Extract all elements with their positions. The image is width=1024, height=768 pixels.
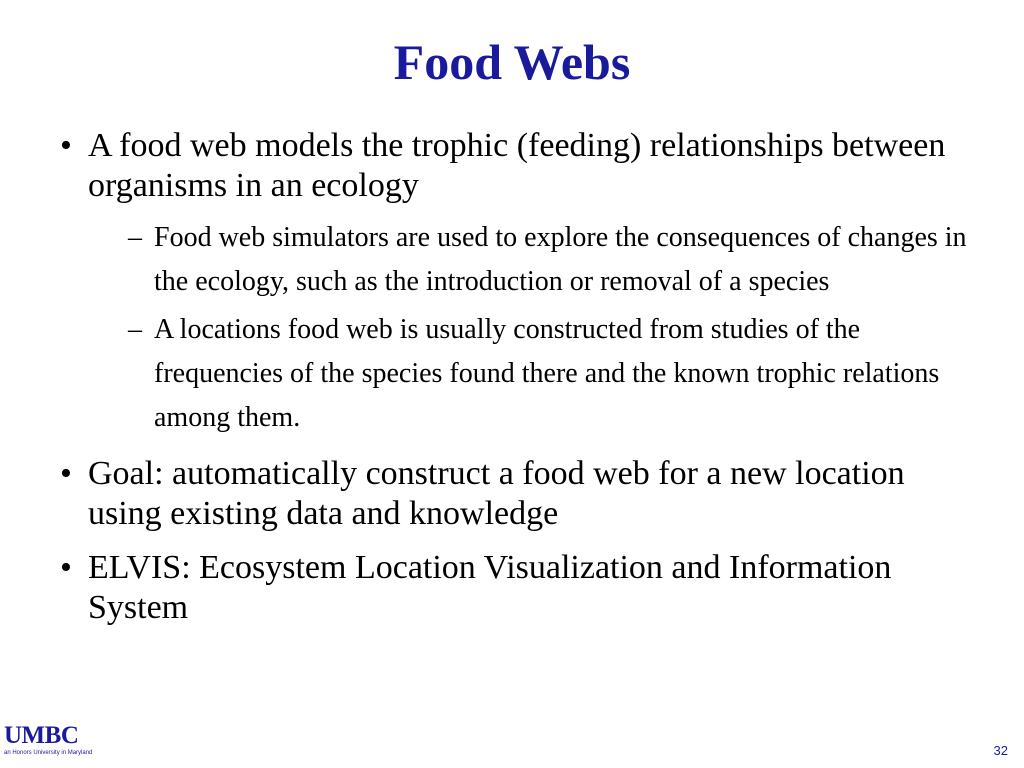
sub-bullet-text: A locations food web is usually constructed from studies of the frequencies of the species found there and the known trophic relations among them. bbox=[154, 314, 940, 433]
page-number: 32 bbox=[993, 743, 1008, 758]
sub-bullet-item bbox=[88, 216, 980, 304]
sub-bullet-item bbox=[88, 308, 980, 440]
bullet-text: ELVIS: Ecosystem Location Visualization and Information System bbox=[88, 549, 892, 626]
bullet-text: A food web models the trophic (feeding) relationships between organisms in an ecology bbox=[88, 127, 946, 204]
bullet-marker: • bbox=[60, 455, 72, 492]
bullet-marker: • bbox=[60, 127, 72, 164]
bullet-item bbox=[60, 126, 980, 440]
slide-title: Food Webs bbox=[393, 34, 631, 90]
slide-content bbox=[60, 126, 980, 642]
bullet-text: Goal: automatically construct a food web for a new location using existing data and knowledge bbox=[88, 455, 905, 532]
sub-bullet-marker: – bbox=[128, 314, 142, 345]
bullet-item bbox=[60, 454, 980, 534]
sub-bullet-list bbox=[88, 216, 980, 440]
sub-bullet-text: Food web simulators are used to explore the consequences of changes in the ecology, such as the introduction or removal of a species bbox=[154, 222, 967, 297]
sub-bullet-marker: – bbox=[128, 222, 142, 253]
bullet-item bbox=[60, 548, 980, 628]
umbc-logo bbox=[4, 723, 96, 757]
logo-text: UMBC bbox=[4, 722, 79, 749]
bullet-marker: • bbox=[60, 549, 72, 586]
logo-tagline: an Honors University in Maryland bbox=[4, 750, 93, 756]
